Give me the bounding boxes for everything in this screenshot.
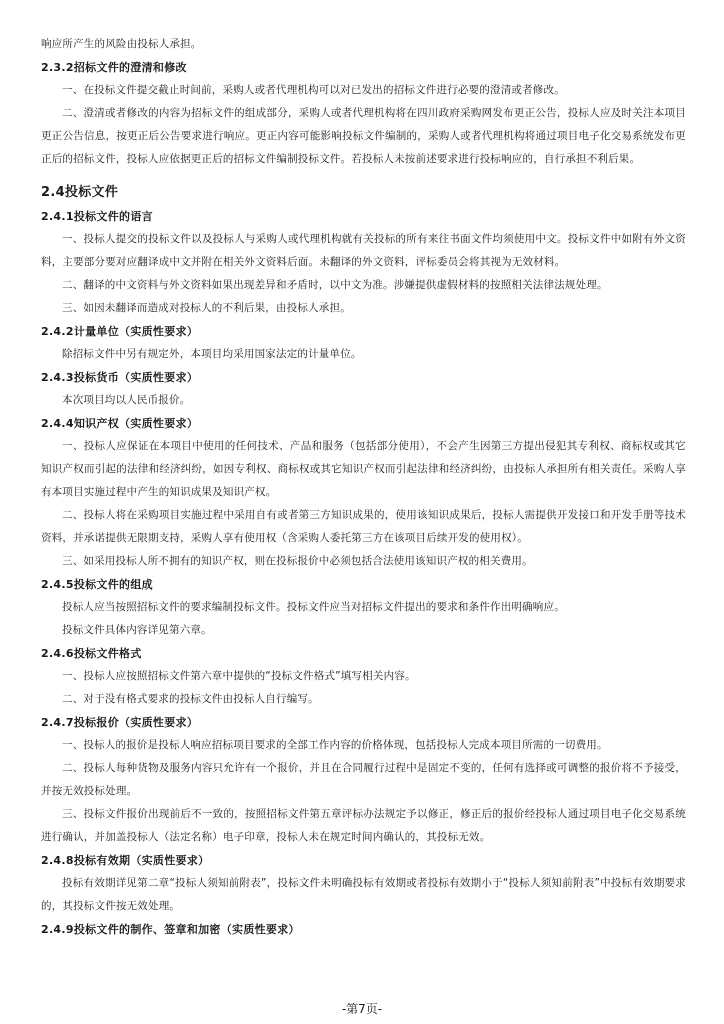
subsection-heading: 2.4.4知识产权（实质性要求） <box>41 417 199 430</box>
body-paragraph: 一、在投标文件提交截止时间前，采购人或者代理机构可以对已发出的招标文件进行必要的澄清或者修改。 <box>62 84 565 96</box>
section-heading: 2.4投标文件 <box>41 185 119 200</box>
subsection-heading: 2.4.8投标有效期（实质性要求） <box>41 854 210 867</box>
body-paragraph: 一、投标人应保证在本项目中使用的任何技术、产品和服务（包括部分使用），不会产生因第三方提出侵犯其专利权、商标权或其它知识产权而引起的法律和经济纠纷，如因专利权、商标权或其它知识产权而引起法律和经济纠纷，由投标人承担所有相关责任。采购人享有本项目实施过程中产生的知识成果及知识产权。 <box>41 440 686 498</box>
subsection-heading: 2.4.3投标货币（实质性要求） <box>41 371 199 384</box>
body-paragraph: 一、投标人应按照招标文件第六章中提供的“投标文件格式”填写相关内容。 <box>62 670 416 682</box>
page-number: -第7页- <box>341 1002 383 1016</box>
body-paragraph: 二、投标人每种货物及服务内容只允许有一个报价，并且在合同履行过程中是固定不变的，任何有选择或可调整的报价将不予接受，并按无效投标处理。 <box>41 762 686 797</box>
top-line-paragraph: 响应所产生的风险由投标人承担。 <box>41 38 202 50</box>
subsection-heading: 2.4.2计量单位（实质性要求） <box>41 325 199 338</box>
body-paragraph: 三、如因未翻译而造成对投标人的不利后果，由投标人承担。 <box>62 302 351 314</box>
body-paragraph: 投标有效期详见第二章“投标人须知前附表”，投标文件未明确投标有效期或者投标有效期小于“投标人须知前附表”中投标有效期要求的，其投标文件按无效处理。 <box>41 877 686 912</box>
body-paragraph: 二、投标人将在采购项目实施过程中采用自有或者第三方知识成果的，使用该知识成果后，投标人需提供开发接口和开发手册等技术资料，并承诺提供无限期支持，采购人享有使用权（含采购人委托第三方在该项目后续开发的使用权）。 <box>41 509 686 544</box>
body-paragraph: 除招标文件中另有规定外，本项目均采用国家法定的计量单位。 <box>62 348 362 360</box>
body-paragraph: 一、投标人提交的投标文件以及投标人与采购人或代理机构就有关投标的所有来往书面文件均须使用中文。投标文件中如附有外文资料，主要部分要对应翻译成中文并附在相关外文资料后面。未翻译的外文资料，评标委员会将其视为无效材料。 <box>41 233 686 268</box>
subsection-heading: 2.4.6投标文件格式 <box>41 647 142 660</box>
body-paragraph: 三、投标文件报价出现前后不一致的，按照招标文件第五章评标办法规定予以修正，修正后的报价经投标人通过项目电子化交易系统进行确认，并加盖投标人（法定名称）电子印章，投标人未在规定时间内确认的，其投标无效。 <box>41 808 686 843</box>
body-paragraph: 二、翻译的中文资料与外文资料如果出现差异和矛盾时，以中文为准。涉嫌提供虚假材料的按照相关法律法规处理。 <box>62 279 608 291</box>
subsection-heading: 2.4.7投标报价（实质性要求） <box>41 716 199 729</box>
body-paragraph: 一、投标人的报价是投标人响应招标项目要求的全部工作内容的价格体现，包括投标人完成本项目所需的一切费用。 <box>62 739 608 751</box>
subsection-heading: 2.4.9投标文件的制作、签章和加密（实质性要求） <box>41 923 300 936</box>
body-paragraph: 投标人应当按照招标文件的要求编制投标文件。投标文件应当对招标文件提出的要求和条件作出明确响应。 <box>62 601 565 613</box>
body-paragraph: 投标文件具体内容详见第六章。 <box>62 624 212 636</box>
body-paragraph: 二、澄清或者修改的内容为招标文件的组成部分，采购人或者代理机构将在四川政府采购网发布更正公告，投标人应及时关注本项目更正公告信息，按更正后公告要求进行响应。更正内容可能影响投标文件编制的，采购人或者代理机构将通过项目电子化交易系统发布更正后的招标文件，投标人应依据更正后的招标文件编制投标文件。若投标人未按前述要求进行投标响应的，自行承担不利后果。 <box>41 107 686 165</box>
body-paragraph: 三、如采用投标人所不拥有的知识产权，则在投标报价中必须包括合法使用该知识产权的相关费用。 <box>62 555 533 567</box>
body-paragraph: 本次项目均以人民币报价。 <box>62 394 191 406</box>
subsection-heading: 2.3.2招标文件的澄清和修改 <box>41 61 187 74</box>
subsection-heading: 2.4.5投标文件的组成 <box>41 578 153 591</box>
body-paragraph: 二、对于没有格式要求的投标文件由投标人自行编写。 <box>62 693 319 705</box>
document-body <box>41 33 686 941</box>
subsection-heading: 2.4.1投标文件的语言 <box>41 210 153 223</box>
